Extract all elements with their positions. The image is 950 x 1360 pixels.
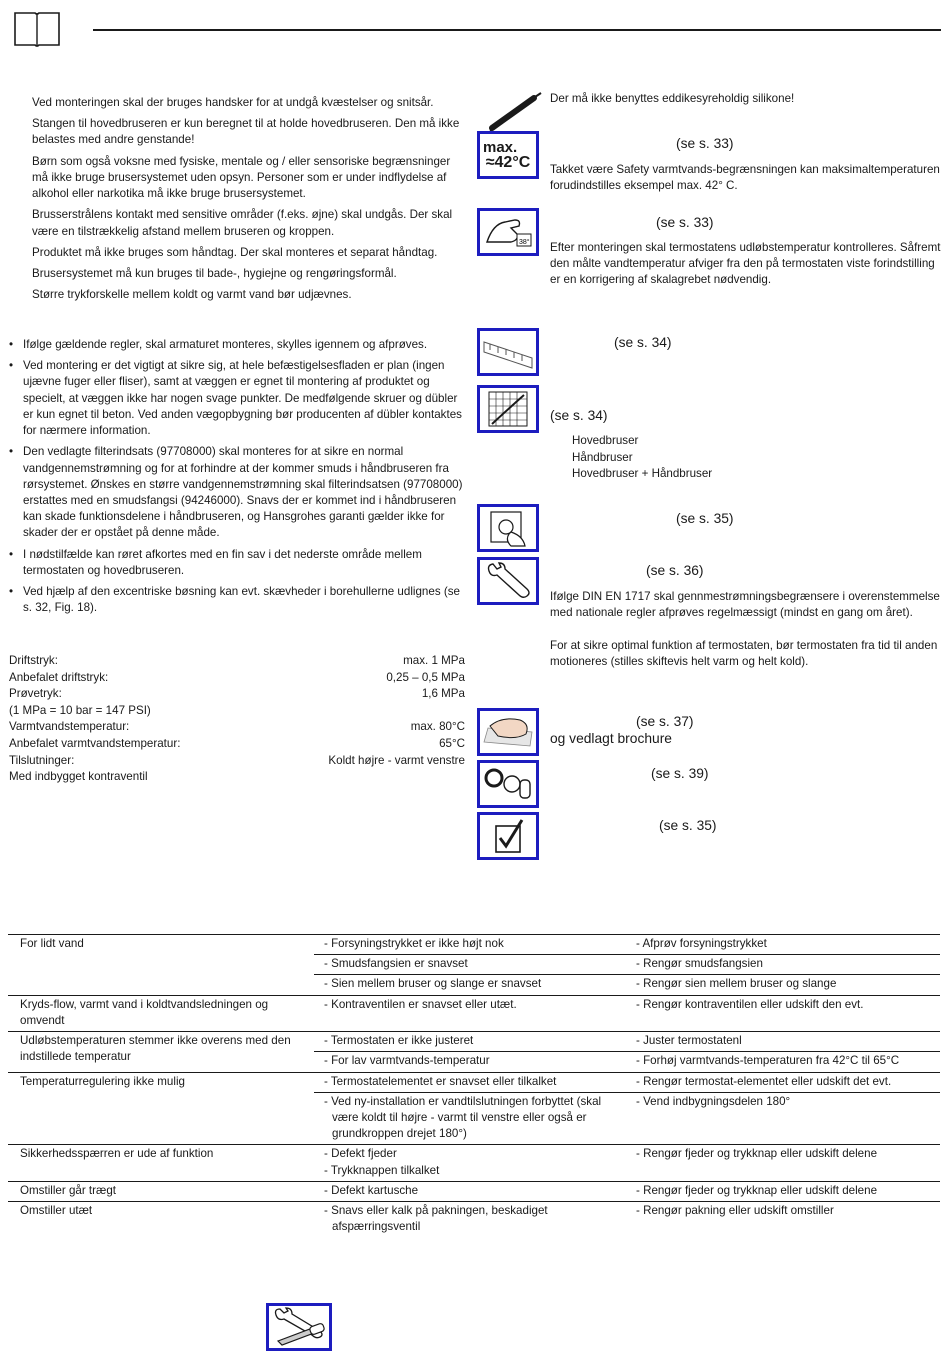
cause-text: - Snavs eller kalk på pakningen, beskadiget afspærringsventil [324,1204,548,1234]
cause-cell: - Smudsfangsien er snavset [314,955,626,975]
cause-text: - Defekt fjeder [324,1147,397,1161]
cause-text: - Ved ny-installation er vandtilslutningen forbyttet (skal være koldt til højre - varmt til venstre eller også er grundkroppen drejet 180°) [324,1094,602,1141]
table-row [8,1202,940,1238]
install-note: • Ifølge gældende regler, skal armaturet monteres, skylles igennem og afprøves. [9,337,465,353]
wiping-hand-icon [480,712,536,752]
cause-cell: - Termostaten er ikke justeret [314,1032,626,1052]
checklist-icon [477,812,539,860]
service-text-2: For at sikre optimal funktion af termostaten, bør termostaten fra tid til anden motioneres (stilles skiftevis helt varm og helt kold). [550,639,938,669]
silicone-gun-icon [484,92,544,132]
cause-cell: - Forsyningstrykket er ikke højt nok [314,935,626,955]
spec-row [9,686,465,703]
remedy-cell: - Rengør kontraventilen eller udskift den evt. [626,995,940,1031]
spec-label: Prøvetryk: [9,687,62,701]
install-note: • Ved hjælp af den excentriske bøsning kan evt. skævheder i borehullerne udlignes (se s. 32, Fig. 18). [9,584,465,616]
spec-row [9,653,465,670]
spec-label: (1 MPa = 10 bar = 147 PSI) [9,703,151,717]
flow-item: Håndbruser [572,450,633,464]
wrench-screwdriver-icon [270,1307,328,1347]
troubleshooting-table [8,934,940,1238]
cause-cell: - Sien mellem bruser og slange er snavset [314,975,626,995]
flow-diagram-icon [477,385,539,433]
ref-operation: (se s. 35) [676,511,734,526]
install-note: • I nødstilfælde kan røret afkortes med en fin sav i det nederste område mellem termostaten og hovedbruseren. [9,547,465,579]
problem-cell: For lidt vand [8,935,314,996]
cause-cell: - Termostatelementet er snavset eller tilkalket [314,1072,626,1092]
remedy-cell: - Afprøv forsyningstrykket [626,935,940,955]
remedy-cell: - Vend indbygningsdelen 180° [626,1092,940,1145]
cause-cell: - Kontraventilen er snavset eller utæt. [314,995,626,1031]
spec-label: Driftstryk: [9,654,58,667]
spec-value: Koldt højre - varmt venstre [328,753,465,767]
service-text-1: Ifølge DIN EN 1717 skal gennmestrømningsbegrænsere i overenstemmelse med nationale regler afprøves regelmæssigt (mindst en gang om året). [550,590,940,620]
ref-service: (se s. 36) [646,563,704,578]
table-row [8,995,940,1031]
thermostat-hand-icon [477,208,539,256]
spec-row [9,670,465,687]
remedy-cell: - Rengør fjeder og trykknap eller udskift delene [626,1181,940,1201]
problem-cell: Omstiller utæt [8,1202,314,1238]
problem-cell: Omstiller går trægt [8,1181,314,1201]
safety-text: Større trykforskelle mellem koldt og varmt vand bør udjævnes. [32,288,352,302]
table-row [8,1072,940,1092]
cause-text: - Trykknappen tilkalket [324,1163,440,1177]
parts-icon [480,764,536,804]
cause-cell [314,1145,626,1181]
remedy-cell: - Rengør fjeder og trykknap eller udskift delene [626,1145,940,1181]
table-row [8,1181,940,1201]
table-row [8,935,940,955]
wrench-icon [481,561,535,601]
install-notes [9,337,465,622]
flow-item: Hovedbruser + Håndbruser [572,467,713,481]
book-icon [13,10,61,48]
spare-parts-icon [477,760,539,808]
ref-diagram: (se s. 34) [550,408,608,423]
dimensions-icon [477,328,539,376]
spec-value: max. 80°C [410,720,465,734]
safety-text: Produktet må ikke bruges som håndtag. Der skal monteres et separat håndtag. [32,245,438,259]
remedy-cell: - Rengør smudsfangsien [626,955,940,975]
problem-cell: Udløbstemperaturen stemmer ikke overens med den indstillede temperatur [8,1032,314,1072]
spec-value: 65°C [439,736,465,750]
ruler-icon [480,332,536,372]
grid-chart-icon [488,391,528,427]
safety-text: Ved monteringen skal der bruges handsker for at undgå kvæstelser og snitsår. [32,96,434,109]
problem-cell: Sikkerhedsspærren er ude af funktion [8,1145,314,1181]
remedy-cell: - Rengør termostat-elementet eller udskift det evt. [626,1072,940,1092]
ref-check: (se s. 35) [659,818,717,833]
adjust-text: Efter monteringen skal termostatens udløbstemperatur kontrolleres. Såfremt den målte vandtemperatur afviger fra den på termostaten viste forindstilling er en korrigering af skalagrebet nødvendig. [550,241,941,287]
max-temp-line2: ≈42°C [485,153,531,171]
max-temp-line1: max. [483,138,518,156]
spec-label: Med indbygget kontraventil [9,770,148,784]
safety-text: Brusersystemet må kun bruges til bade-, hygiejne og rengøringsformål. [32,266,397,280]
flow-list [572,433,712,483]
cleaning-text: og vedlagt brochure [550,731,672,746]
table-row [8,1032,940,1052]
safety-text: Stangen til hovedbruseren er kun beregnet til at holde hovedbruseren. Den må ikke belastes med andre genstande! [32,117,460,147]
cause-cell [314,1092,626,1145]
safety-function-text: Takket være Safety varmtvands-begrænsningen kan maksimaltemperaturen forudindstilles eksempel max. 42° C. [550,163,940,193]
ref-dimensions: (se s. 34) [614,335,672,350]
spec-row [9,719,465,736]
hand-turn-icon [481,508,535,548]
ref-cleaning: (se s. 37) [636,714,694,729]
ref-safety: (se s. 33) [676,136,734,151]
specs-list [9,653,465,786]
spec-value: 1,6 MPa [421,687,465,701]
install-note: • Ved montering er det vigtigt at sikre sig, at hele befæstigelsesfladen er plan (ingen ujævne fuger eller fliser), samt at væggen er egnet til montering af produktet og specielt, at væggen ikke har nogen svage punkter. De medfølgende skruer og dübler er kun egnet til beton. Ved anden vægopbygning bør producenten af dübler kontaktes for nærmere information. [9,358,465,439]
remedy-cell: - Rengør pakning eller udskift omstiller [626,1202,940,1238]
header-rule [93,29,941,31]
spec-value: max. 1 MPa [403,654,465,667]
spec-label: Tilslutninger: [9,753,75,767]
table-row [8,1145,940,1181]
cause-cell: - For lav varmtvands-temperatur [314,1052,626,1072]
install-note: • Den vedlagte filterindsats (97708000) skal monteres for at sikre en normal vandgennemstrømning og for at forhindre at der kommer smuds i håndbruseren fra rørsystemet. Ønskes en større vandgennemstrømning skal filterindsatsen (97708000) erstattes med en smudsfangsi (94246000). Snavs der er kommet ind i håndbruseren kan skade funktionsdelene i håndbruseren, og Hansgrohes garanti gælder ikke for skader der er opstået på denne måde. [9,444,465,541]
thermo-label: 38° [519,239,530,246]
service-icon [477,557,539,605]
spec-row [9,753,465,770]
cause-cell [314,1202,626,1238]
remedy-cell: - Juster termostatenl [626,1032,940,1052]
spec-row [9,703,465,720]
problem-cell: Kryds-flow, varmt vand i koldtvandsledningen og omvendt [8,995,314,1031]
spec-label: Varmtvandstemperatur: [9,720,130,734]
spec-value: 0,25 – 0,5 MPa [386,670,465,684]
tools-icon [266,1303,332,1351]
cause-cell: - Defekt kartusche [314,1181,626,1201]
spec-label: Anbefalet driftstryk: [9,670,109,684]
flow-item: Hovedbruser [572,434,639,447]
safety-text: Børn som også voksne med fysiske, mentale og / eller sensoriske begrænsninger må ikke bruge brusersystemet uden opsyn. Personer som er under indflydelse af alkohol eller narkotika må ikke bruge brusersystemet. [32,154,451,201]
checkmark-icon [488,816,528,856]
silicone-warning: Der må ikke benyttes eddikesyreholdig silikone! [550,92,795,105]
operation-icon [477,504,539,552]
max-temp-icon [477,131,539,179]
problem-cell: Temperaturregulering ikke mulig [8,1072,314,1145]
hand-icon [481,212,535,252]
spec-row [9,769,465,786]
safety-text: Brusserstrålens kontakt med sensitive områder (f.eks. øjne) skal undgås. Der skal være en tilstrækkelig afstand mellem bruseren og kroppen. [32,208,453,238]
spec-row [9,736,465,753]
ref-parts: (se s. 39) [651,766,709,781]
cleaning-icon [477,708,539,756]
remedy-cell: - Rengør sien mellem bruser og slange [626,975,940,995]
safety-section [32,95,464,308]
remedy-cell: - Forhøj varmtvands-temperaturen fra 42°C til 65°C [626,1052,940,1072]
ref-adjust: (se s. 33) [656,215,714,230]
spec-label: Anbefalet varmtvandstemperatur: [9,736,181,750]
